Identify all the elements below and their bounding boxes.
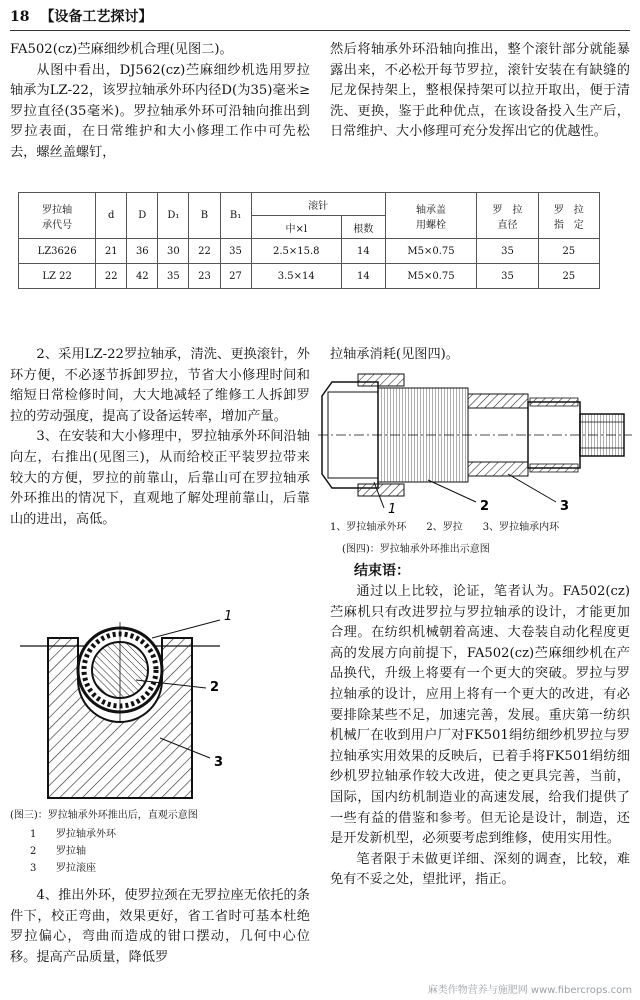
table-cell: 14 [341,264,385,289]
fig4-callout: 1 [388,502,397,514]
paragraph: 4、推出外环，使罗拉颈在无罗拉座无依托的条件下，校正弯曲，效果更好，省工省时可基本杜绝罗拉偏心，弯曲而造成的钳口摆动，几何中心位移。提高产品质量，降低罗 [10,888,310,965]
table-row [19,264,600,289]
col1-top-text [10,40,310,164]
table-header-cell: 轴承盖 用螺栓 [385,193,477,239]
figure-3-diagram [10,598,310,800]
table-header-cell: d [96,193,127,239]
figure-4-diagram [318,362,632,514]
table-cell: LZ 22 [19,264,96,289]
table-header-cell: D₁ [158,193,189,239]
table-header-cell: 中×l [251,216,341,239]
col2-mid-text: 拉轴承消耗(见图四)。 [330,347,459,362]
leader-line [428,480,476,502]
paragraph: FA502(cz)苎麻细纱机合理(见图二)。 [10,42,233,57]
table-header-cell: 罗 拉 直径 [477,193,538,239]
bearing-spec-table [18,192,600,289]
fig3-legend-item: 3 罗拉滚座 [30,863,96,874]
table-cell: 36 [127,239,158,264]
fig4-legend: 1、罗拉轴承外环 2、罗拉 3、罗拉轴承内环 [330,522,560,533]
watermark: 麻类作物营养与施肥网 www.fibercrops.com [427,985,632,996]
paragraph: 从图中看出，DJ562(cz)苎麻细纱机选用罗拉轴承为LZ-22，该罗拉轴承外环内径D(为35)毫米≥罗拉直径(35毫米)。罗拉轴承外环可沿轴向推出到罗拉表面，在日常维护和大小修理工作中可先松去，螺丝盖螺钉， [10,62,310,160]
col2-top-text [330,40,630,143]
paragraph: 通过以上比较，论证，笔者认为。FA502(cz)苎麻机只有改进罗拉与罗拉轴承的设计，才能更加合理。在纺织机械朝着高速、大卷装自动化程度更高的发展方向前提下，FA502(cz)苎麻细纱机在产品换代，升级上将要有一个更大的突破。罗拉与罗拉轴承的设计，应用上将有一个更大的改进，有必要排除某些不足，加速完善，发展。重庆第一纺织机械厂在收到用户厂对FK501绢纺细纱机罗拉与罗拉轴承实用效果的反映后，已着手将FK501绢纺细纱机罗拉轴承作较大改进，使之更具完善，当前，国际，国内纺机制造业的高速发展，给我们提供了一些有益的借鉴和参考。但无论是设计，制造，还是开发新机型，必须要考虑到维修，使用实用性。 [330,584,630,847]
col1-bottom-text [10,886,310,968]
table-cell: 14 [341,239,385,264]
table-cell: 23 [189,264,220,289]
table-cell: 25 [538,239,599,264]
table-cell: M5×0.75 [385,264,477,289]
journal-section: 【设备工艺探讨】 [40,9,153,25]
table-cell: 35 [158,264,189,289]
table-header-cell: 罗 拉 指 定 [538,193,599,239]
fig3-legend-item: 1 罗拉轴承外环 [30,829,116,840]
table-cell: 2.5×15.8 [251,239,341,264]
fig4-callout: 3 [560,499,570,514]
page-header [10,6,152,26]
paragraph: 3、在安装和大小修理中，罗拉轴承外环间沿轴向左，右推出(见图三)，从而给校正平装罗拉带来较大的方便，罗拉的前靠山，后靠山可在罗拉轴承外环推出的情况下，直观地了解处理前靠山，后靠山的进出，高低。 [10,429,310,527]
table-cell: 35 [220,239,251,264]
table-cell: LZ3626 [19,239,96,264]
table-cell: 3.5×14 [251,264,341,289]
fig4-callout: 2 [480,499,490,514]
leader-line [152,620,220,638]
table-cell: 27 [220,264,251,289]
table-header-cell: D [127,193,158,239]
page-number: 18 [10,9,30,25]
fig3-legend [30,826,300,877]
table-header-cell: 根数 [341,216,385,239]
conclusion-heading: 结束语： [354,563,410,579]
table-header-cell: B₁ [220,193,251,239]
paragraph: 笔者限于未做更详细、深刻的调查，比较，难免有不妥之处，望批评，指正。 [330,851,630,888]
table-header-cell: B [189,193,220,239]
fig3-callout: 1 [224,609,233,624]
table-cell: 30 [158,239,189,264]
table-row [19,239,600,264]
table-cell: 22 [96,264,127,289]
conclusion-section [330,560,630,891]
table-cell: 25 [538,264,599,289]
fig4-caption: (图四)：罗拉轴承外环推出示意图 [342,544,490,555]
table-cell: 21 [96,239,127,264]
fig3-callout: 3 [214,755,224,770]
table-cell: 35 [477,239,538,264]
table-cell: M5×0.75 [385,239,477,264]
table-cell: 22 [189,239,220,264]
table-cell: 35 [477,264,538,289]
header-rule [10,30,630,31]
table-header-cell: 滚针 [251,193,385,216]
table-cell: 42 [127,264,158,289]
fig3-caption: (图三)：罗拉轴承外环推出后，直观示意图 [10,810,198,821]
fig3-legend-item: 2 罗拉轴 [30,846,86,857]
leader-line [508,474,556,502]
fig3-callout: 2 [210,680,220,695]
paragraph: 2、采用LZ-22罗拉轴承，清洗、更换滚针，外环方便，不必逐节拆卸罗拉，节省大小修理时间和缩短日常检修时间，大大地减轻了维修工人拆卸罗拉的劳动强度，提高了设备运转率，增加产量。 [10,347,310,424]
table-header-cell: 罗拉轴 承代号 [19,193,96,239]
col1-mid-text [10,345,310,530]
paragraph: 然后将轴承外环沿轴向推出，整个滚针部分就能暴露出来，不必松开每节罗拉，滚针安装在有缺缝的尼龙保持架上，整根保持架可以拉开取出，便于清洗、更换，鉴于此种优点，在该设备投入生产后，日常维护、大小修理可充分发挥出它的优越性。 [330,42,630,140]
